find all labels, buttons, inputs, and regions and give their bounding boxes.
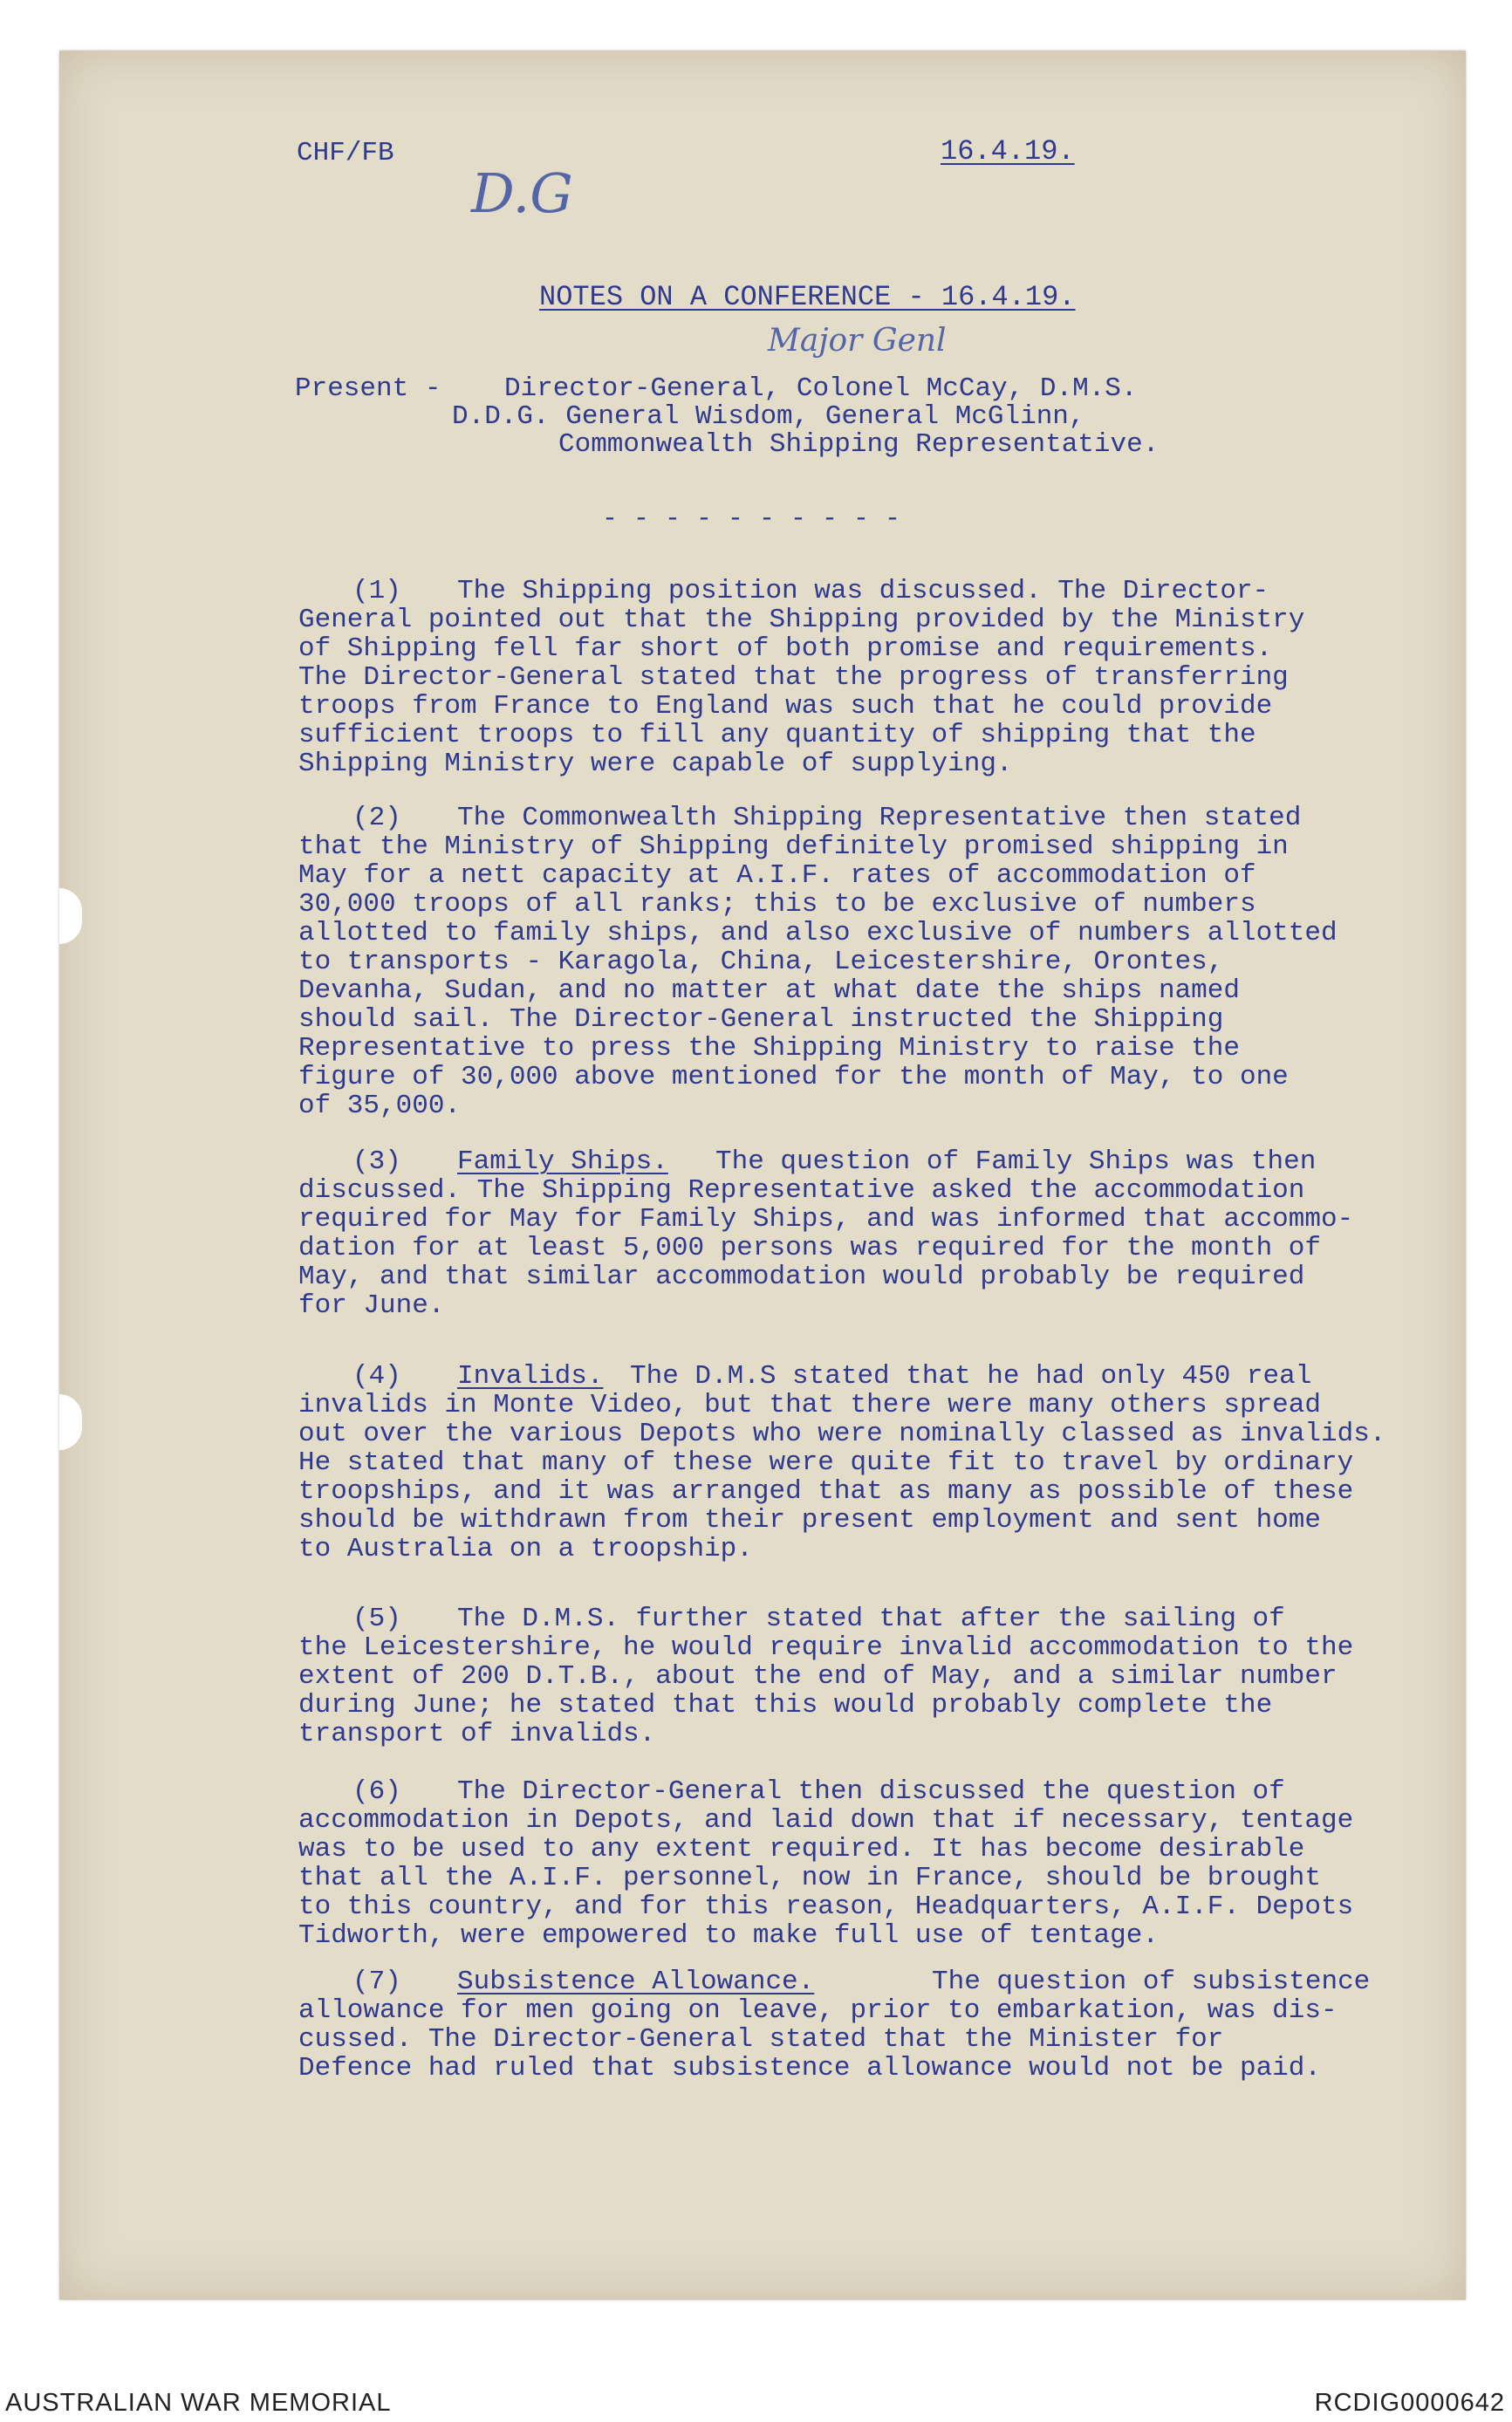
page-title: NOTES ON A CONFERENCE - 16.4.19. [539, 281, 1076, 313]
paragraph-line: 30,000 troops of all ranks; this to be exclusive of numbers [298, 889, 1256, 920]
punch-hole [59, 1394, 82, 1450]
paragraph-line: discussed. The Shipping Representative asked the accommodation [298, 1175, 1305, 1206]
paragraph-line: to transports - Karagola, China, Leicestershire, Orontes, [298, 947, 1224, 977]
paragraph-line: should be withdrawn from their present employment and sent home [298, 1505, 1321, 1536]
paragraph-line: cussed. The Director-General stated that the Minister for [298, 2024, 1224, 2055]
present-label: Present - [295, 373, 441, 404]
paragraph-number: (2) [352, 803, 401, 833]
paragraph-line: troopships, and it was arranged that as many as possible of these [298, 1476, 1354, 1507]
paragraph-line: for June. [298, 1290, 445, 1321]
paragraph-line: of 35,000. [298, 1091, 462, 1121]
separator: - - - - - - - - - - [602, 504, 901, 534]
paragraph-line: The Shipping position was discussed. The Director- [457, 576, 1269, 606]
paragraph-line: The question of subsistence [932, 1967, 1371, 1997]
paragraph-line: during June; he stated that this would probably complete the [298, 1690, 1273, 1721]
paragraph-number: (1) [352, 576, 401, 606]
paragraph-number: (7) [352, 1967, 401, 1997]
paragraph-line: to Australia on a troopship. [298, 1534, 753, 1564]
paragraph-line: dation for at least 5,000 persons was required for the month of [298, 1233, 1321, 1263]
paragraph-line: of Shipping fell far short of both promise and requirements. [298, 633, 1273, 664]
paragraph-line: figure of 30,000 above mentioned for the month of May, to one [298, 1062, 1289, 1092]
present-line-1: Director-General, Colonel McCay, D.M.S. [504, 373, 1138, 404]
paragraph-number: (6) [352, 1776, 401, 1807]
reference-code: CHF/FB [297, 138, 394, 168]
archive-credit: AUSTRALIAN WAR MEMORIAL [5, 2389, 392, 2417]
paragraph-line: The D.M.S stated that he had only 450 real [630, 1361, 1312, 1392]
handwritten-annotation: D.G [471, 161, 573, 225]
paragraph-line: Representative to press the Shipping Ministry to raise the [298, 1033, 1240, 1064]
paragraph-line: extent of 200 D.T.B., about the end of May, and a similar number [298, 1661, 1338, 1692]
paragraph-line: Tidworth, were empowered to make full use of tentage. [298, 1920, 1159, 1951]
punch-hole [59, 888, 82, 944]
paragraph-line: Defence had ruled that subsistence allowance would not be paid. [298, 2053, 1321, 2083]
paragraph-line: the Leicestershire, he would require invalid accommodation to the [298, 1632, 1354, 1663]
paragraph-line: General pointed out that the Shipping provided by the Ministry [298, 605, 1305, 635]
paragraph-line: The Director-General then discussed the question of [457, 1776, 1285, 1807]
paragraph-line: troops from France to England was such that he could provide [298, 691, 1273, 722]
paragraph-number: (3) [352, 1146, 401, 1177]
paragraph-line: to this country, and for this reason, Headquarters, A.I.F. Depots [298, 1892, 1354, 1922]
paragraph-line: out over the various Depots who were nominally classed as invalids. [298, 1419, 1386, 1449]
paragraph-line: May, and that similar accommodation would probably be required [298, 1262, 1305, 1292]
paragraph-line: required for May for Family Ships, and was informed that accommo- [298, 1204, 1354, 1235]
paragraph-line: He stated that many of these were quite fit to travel by ordinary [298, 1447, 1354, 1478]
paragraph-heading: Invalids. [457, 1361, 604, 1392]
paragraph-line: The Director-General stated that the progress of transferring [298, 662, 1289, 693]
paragraph-number: (4) [352, 1361, 401, 1392]
paragraph-line: should sail. The Director-General instructed the Shipping [298, 1004, 1224, 1035]
paragraph-line: was to be used to any extent required. It has become desirable [298, 1834, 1305, 1864]
paragraph-line: allowance for men going on leave, prior to embarkation, was dis- [298, 1995, 1338, 2026]
paragraph-line: Shipping Ministry were capable of supplying. [298, 749, 1013, 779]
present-line-2: D.D.G. General Wisdom, General McGlinn, [452, 401, 1085, 432]
paragraph-line: Devanha, Sudan, and no matter at what date the ships named [298, 975, 1240, 1006]
handwritten-correction: Major Genl [768, 323, 947, 359]
paragraph-line: that all the A.I.F. personnel, now in France, should be brought [298, 1863, 1321, 1893]
paragraph-line: transport of invalids. [298, 1719, 656, 1749]
document-date: 16.4.19. [941, 135, 1075, 168]
paragraph-line: allotted to family ships, and also exclusive of numbers allotted [298, 918, 1338, 948]
paragraph-line: invalids in Monte Video, but that there were many others spread [298, 1390, 1321, 1420]
paragraph-heading: Family Ships. [457, 1146, 668, 1177]
present-line-3: Commonwealth Shipping Representative. [558, 429, 1160, 460]
record-id: RCDIG0000642 [1314, 2389, 1505, 2417]
paragraph-line: The question of Family Ships was then [715, 1146, 1317, 1177]
paragraph-number: (5) [352, 1604, 401, 1634]
paragraph-line: accommodation in Depots, and laid down that if necessary, tentage [298, 1805, 1354, 1836]
paragraph-line: that the Ministry of Shipping definitely promised shipping in [298, 831, 1289, 862]
paragraph-line: May for a nett capacity at A.I.F. rates of accommodation of [298, 860, 1256, 891]
paragraph-line: The D.M.S. further stated that after the sailing of [457, 1604, 1285, 1634]
paragraph-heading: Subsistence Allowance. [457, 1967, 815, 1997]
paragraph-line: sufficient troops to fill any quantity of shipping that the [298, 720, 1256, 750]
paragraph-line: The Commonwealth Shipping Representative then stated [457, 803, 1302, 833]
